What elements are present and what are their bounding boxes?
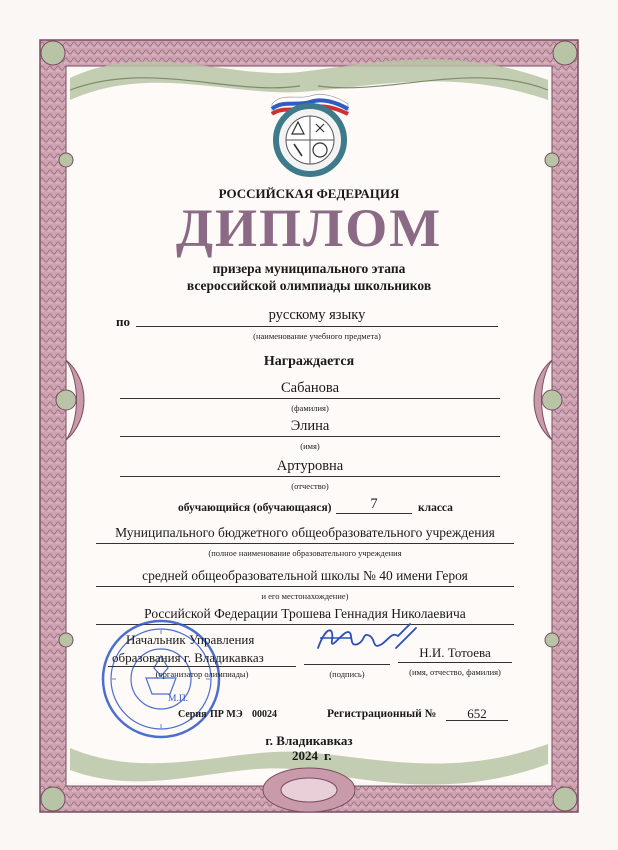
subject-value: русскому языку: [268, 307, 366, 323]
institution-caption-1: (полное наименование образовательного учреждения: [208, 548, 402, 558]
year-suffix: г.: [324, 748, 332, 763]
surname-value: Сабанова: [280, 380, 340, 396]
subject-prefix: по: [116, 314, 130, 329]
country-heading: РОССИЙСКАЯ ФЕДЕРАЦИЯ: [218, 186, 400, 201]
institution-caption-2: и его местонахождение): [261, 591, 349, 601]
signature-caption: (подпись): [329, 669, 365, 679]
name-underline: [120, 436, 500, 437]
subtitle-line-2: всероссийской олимпиады школьников: [186, 278, 432, 293]
signatory-role-line-1: Начальник Управления: [126, 632, 255, 647]
grade-value: 7: [370, 496, 378, 512]
institution-underline-1: [96, 543, 514, 544]
subject-underline: [136, 326, 498, 327]
signatory-name-caption: (имя, отчество, фамилия): [409, 667, 501, 677]
grade-underline: [336, 513, 412, 514]
patronymic-underline: [120, 476, 500, 477]
institution-line-1: Муниципального бюджетного общеобразовательного учреждения: [115, 525, 495, 540]
series-value: ПР МЭ: [210, 709, 243, 720]
grade-suffix: класса: [418, 502, 453, 514]
city-label: г. Владикавказ: [265, 733, 353, 748]
registration-value: 652: [467, 706, 487, 721]
year-value: 2024: [292, 748, 318, 763]
surname-underline: [120, 398, 500, 399]
registration-label: Регистрационный №: [327, 708, 437, 720]
subtitle-line-1: призера муниципального этапа: [212, 261, 406, 276]
surname-caption: (фамилия): [291, 403, 329, 413]
subject-caption: (наименование учебного предмета): [253, 331, 381, 341]
olympiad-emblem-icon: [262, 82, 358, 178]
signature-underline: [304, 664, 390, 665]
patronymic-caption: (отчество): [291, 481, 329, 491]
name-value: Элина: [290, 418, 330, 434]
grade-label: обучающийся (обучающаяся): [178, 502, 332, 514]
institution-underline-2: [96, 586, 514, 587]
awarded-label: Награждается: [263, 354, 355, 369]
series-label: Серия: [178, 709, 207, 720]
diploma-title: ДИПЛОМ: [175, 198, 443, 258]
patronymic-value: Артуровна: [276, 458, 344, 474]
signatory-role-caption: (организатор олимпиады): [155, 669, 249, 679]
registration-underline: [446, 720, 508, 721]
institution-line-3: Российской Федерации Трошева Геннадия Николаевича: [144, 606, 466, 621]
signatory-name-underline: [398, 662, 512, 663]
stamp-mp-label: М.П.: [168, 694, 189, 704]
signatory-name: Н.И. Тотоева: [419, 645, 491, 660]
name-caption: (имя): [300, 441, 320, 451]
institution-line-2: средней общеобразовательной школы № 40 имени Героя: [142, 568, 468, 583]
signatory-role-line-2: образования г. Владикавказ: [112, 650, 264, 665]
signatory-role-underline: [108, 666, 296, 667]
series-number: 00024: [252, 709, 277, 720]
